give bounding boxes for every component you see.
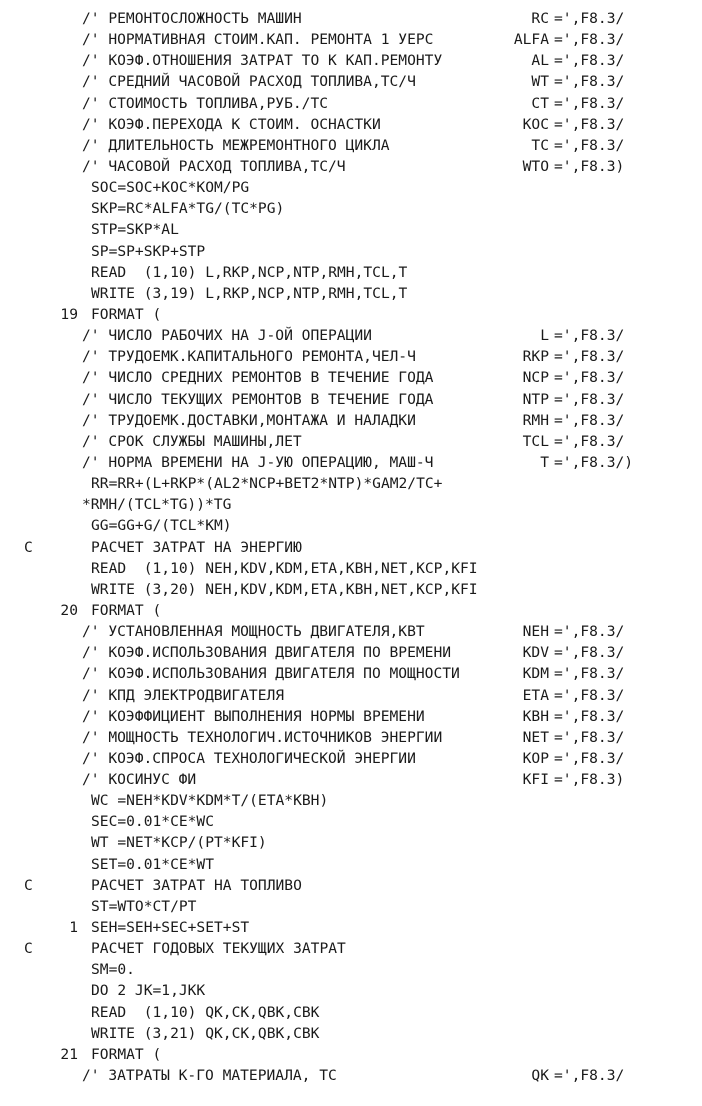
format-spec: =',F8.3/ [554,1067,625,1085]
format-spec: =',F8.3/ [554,707,625,725]
code-line [0,1002,702,1023]
code-line [0,579,702,600]
code-line [0,917,702,938]
variable-name: NTP [522,390,549,408]
format-text: /' КОЭФ.ОТНОШЕНИЯ ЗАТРАТ ТО К КАП.РЕМОНТУ [82,52,443,70]
statement: FORMAT ( [91,601,162,619]
code-line [0,854,702,875]
code-line [0,727,702,748]
variable-name: WT [531,73,549,91]
format-spec: =',F8.3/ [554,665,625,683]
variable-name: ETA [522,686,549,704]
format-text: /' СРОК СЛУЖБЫ МАШИНЫ,ЛЕТ [82,432,302,450]
format-text: /' КОЭФ.ИСПОЛЬЗОВАНИЯ ДВИГАТЕЛЯ ПО ВРЕМЕНИ [82,644,452,662]
variable-name: TC [531,136,549,154]
code-line [0,875,702,896]
statement: WRITE (3,19) L,RKP,NCP,NTP,RMH,TCL,T [91,284,408,302]
code-line [0,452,702,473]
format-spec: =',F8.3/ [554,348,625,366]
format-text: /' ЧИСЛО ТЕКУЩИХ РЕМОНТОВ В ТЕЧЕНИЕ ГОДА [82,390,434,408]
format-spec: =',F8.3/ [554,369,625,387]
statement: RR=RR+(L+RKP*(AL2*NCP+BET2*NTP)*GAM2/TC+ [91,475,443,493]
statement: WRITE (3,21) QK,CK,QBK,CBK [91,1024,320,1042]
code-line [0,1044,702,1065]
format-text: /' НОРМАТИВНАЯ СТОИМ.КАП. РЕМОНТА 1 УЕРС [82,31,434,49]
format-spec: =',F8.3/ [554,10,625,27]
code-line [0,537,702,558]
format-spec: =',F8.3/ [554,411,625,429]
statement: STP=SKP*AL [91,221,179,239]
continuation: *RMH/(TCL*TG))*TG [82,496,232,514]
format-text: /' НОРМА ВРЕМЕНИ НА J-УЮ ОПЕРАЦИЮ, МАШ-Ч [82,453,434,471]
code-line [0,473,702,494]
code-line [0,980,702,1001]
format-spec: =',F8.3) [554,771,625,789]
format-spec: =',F8.3/) [554,453,634,471]
format-text: /' КОЭФФИЦИЕНТ ВЫПОЛНЕНИЯ НОРМЫ ВРЕМЕНИ [82,707,425,725]
format-spec: =',F8.3/ [554,432,625,450]
variable-name: NEH [522,623,549,641]
format-text: /' КОЭФ.ИСПОЛЬЗОВАНИЯ ДВИГАТЕЛЯ ПО МОЩНОСТИ [82,665,460,683]
format-text: /' ДЛИТЕЛЬНОСТЬ МЕЖРЕМОНТНОГО ЦИКЛА [82,136,390,154]
code-line [0,241,702,262]
statement-label: 21 [60,1045,78,1063]
code-line [0,50,702,71]
format-spec: =',F8.3/ [554,390,625,408]
variable-name: QK [531,1067,549,1085]
format-text: /' СРЕДНИЙ ЧАСОВОЙ РАСХОД ТОПЛИВА,ТС/Ч [82,73,416,91]
code-line [0,494,702,515]
variable-name: WTO [522,157,549,175]
code-line [0,663,702,684]
variable-name: L [540,327,549,345]
format-text: /' РЕМОНТОСЛОЖНОСТЬ МАШИН [82,10,302,27]
code-line [0,748,702,769]
code-line [0,1023,702,1044]
code-line [0,558,702,579]
code-line [0,790,702,811]
comment-mark: C [24,538,33,556]
format-spec: =',F8.3/ [554,686,625,704]
statement: READ (1,10) L,RKP,NCP,NTP,RMH,TCL,T [91,263,408,281]
variable-name: AL [531,52,549,70]
code-line [0,304,702,325]
statement-label: 20 [60,601,78,619]
code-line [0,283,702,304]
format-spec: =',F8.3/ [554,728,625,746]
code-line [0,769,702,790]
format-spec: =',F8.3/ [554,52,625,70]
format-text: /' УСТАНОВЛЕННАЯ МОЩНОСТЬ ДВИГАТЕЛЯ,КВТ [82,623,425,641]
format-text: /' КОСИНУС ФИ [82,771,197,789]
statement: SEC=0.01*CE*WC [91,813,215,831]
format-spec: =',F8.3/ [554,749,625,767]
code-line [0,325,702,346]
code-line [0,642,702,663]
code-line [0,706,702,727]
variable-name: T [540,453,549,471]
statement: SKP=RC*ALFA*TG/(TC*PG) [91,200,285,218]
code-line [0,389,702,410]
statement: READ (1,10) QK,CK,QBK,CBK [91,1003,320,1021]
code-line [0,832,702,853]
statement: FORMAT ( [91,305,162,323]
comment-mark: C [24,940,33,958]
variable-name: RKP [522,348,549,366]
format-text: /' ЧИСЛО РАБОЧИХ НА J-ОЙ ОПЕРАЦИИ [82,327,372,345]
statement: SP=SP+SKP+STP [91,242,206,260]
variable-name: KDM [522,665,549,683]
code-line [0,938,702,959]
statement: WRITE (3,20) NEH,KDV,KDM,ETA,KBH,NET,KCP,KFI [91,580,478,598]
code-line [0,114,702,135]
statement: WT =NET*KCP/(PT*KFI) [91,834,267,852]
variable-name: NCP [522,369,549,387]
variable-name: KBH [522,707,549,725]
format-text: /' КОЭФ.ПЕРЕХОДА К СТОИМ. ОСНАСТКИ [82,115,381,133]
format-text: /' ЧАСОВОЙ РАСХОД ТОПЛИВА,ТС/Ч [82,157,346,175]
statement: SM=0. [91,961,135,979]
variable-name: CT [531,94,549,112]
format-text: /' ЗАТРАТЫ К-ГО МАТЕРИАЛА, ТС [82,1067,337,1085]
statement: READ (1,10) NEH,KDV,KDM,ETA,KBH,NET,KCP,KFI [91,559,478,577]
fortran-listing [0,8,702,1086]
format-spec: =',F8.3/ [554,644,625,662]
format-spec: =',F8.3/ [554,115,625,133]
format-text: /' ТРУДОЕМК.КАПИТАЛЬНОГО РЕМОНТА,ЧЕЛ-Ч [82,348,416,366]
variable-name: KFI [522,771,549,789]
code-line [0,811,702,832]
format-spec: =',F8.3/ [554,327,625,345]
statement: GG=GG+G/(TCL*KM) [91,517,232,535]
variable-name: RC [531,10,549,27]
variable-name: TCL [522,432,549,450]
code-line [0,8,702,29]
statement: FORMAT ( [91,1045,162,1063]
code-line [0,156,702,177]
code-line [0,367,702,388]
format-text: /' КПД ЭЛЕКТРОДВИГАТЕЛЯ [82,686,285,704]
format-text: /' МОЩНОСТЬ ТЕХНОЛОГИЧ.ИСТОЧНИКОВ ЭНЕРГИИ [82,728,443,746]
code-line [0,71,702,92]
variable-name: ALFA [513,31,549,49]
code-line [0,93,702,114]
variable-name: KOC [522,115,549,133]
code-line [0,600,702,621]
format-spec: =',F8.3/ [554,94,625,112]
code-line [0,896,702,917]
format-spec: =',F8.3) [554,157,625,175]
comment-text: РАСЧЕТ ГОДОВЫХ ТЕКУЩИХ ЗАТРАТ [91,940,346,958]
statement: ST=WTO*CT/PT [91,897,197,915]
code-line [0,135,702,156]
variable-name: NET [522,728,549,746]
code-line [0,431,702,452]
format-text: /' ЧИСЛО СРЕДНИХ РЕМОНТОВ В ТЕЧЕНИЕ ГОДА [82,369,434,387]
code-line [0,685,702,706]
comment-mark: C [24,876,33,894]
statement-label: 19 [60,305,78,323]
variable-name: KDV [522,644,549,662]
code-line [0,198,702,219]
code-line [0,515,702,536]
format-spec: =',F8.3/ [554,623,625,641]
format-text: /' КОЭФ.СПРОСА ТЕХНОЛОГИЧЕСКОЙ ЭНЕРГИИ [82,749,416,767]
code-line [0,29,702,50]
code-line [0,410,702,431]
statement: SOC=SOC+KOC*KOM/PG [91,179,250,197]
format-spec: =',F8.3/ [554,73,625,91]
format-spec: =',F8.3/ [554,31,625,49]
code-line [0,959,702,980]
code-line [0,262,702,283]
format-text: /' ТРУДОЕМК.ДОСТАВКИ,МОНТАЖА И НАЛАДКИ [82,411,416,429]
code-line [0,1065,702,1086]
comment-text: РАСЧЕТ ЗАТРАТ НА ЭНЕРГИЮ [91,538,302,556]
statement: SEH=SEH+SEC+SET+ST [91,919,250,937]
comment-text: РАСЧЕТ ЗАТРАТ НА ТОПЛИВО [91,876,302,894]
statement: WC =NEH*KDV*KDM*T/(ETA*KBH) [91,792,329,810]
variable-name: KOP [522,749,549,767]
format-text: /' СТОИМОСТЬ ТОПЛИВА,РУБ./ТС [82,94,329,112]
statement-label: 1 [69,919,78,937]
statement: DO 2 JK=1,JKK [91,982,206,1000]
code-line [0,219,702,240]
code-line [0,621,702,642]
code-line [0,177,702,198]
code-line [0,346,702,367]
statement: SET=0.01*CE*WT [91,855,215,873]
variable-name: RMH [522,411,549,429]
format-spec: =',F8.3/ [554,136,625,154]
